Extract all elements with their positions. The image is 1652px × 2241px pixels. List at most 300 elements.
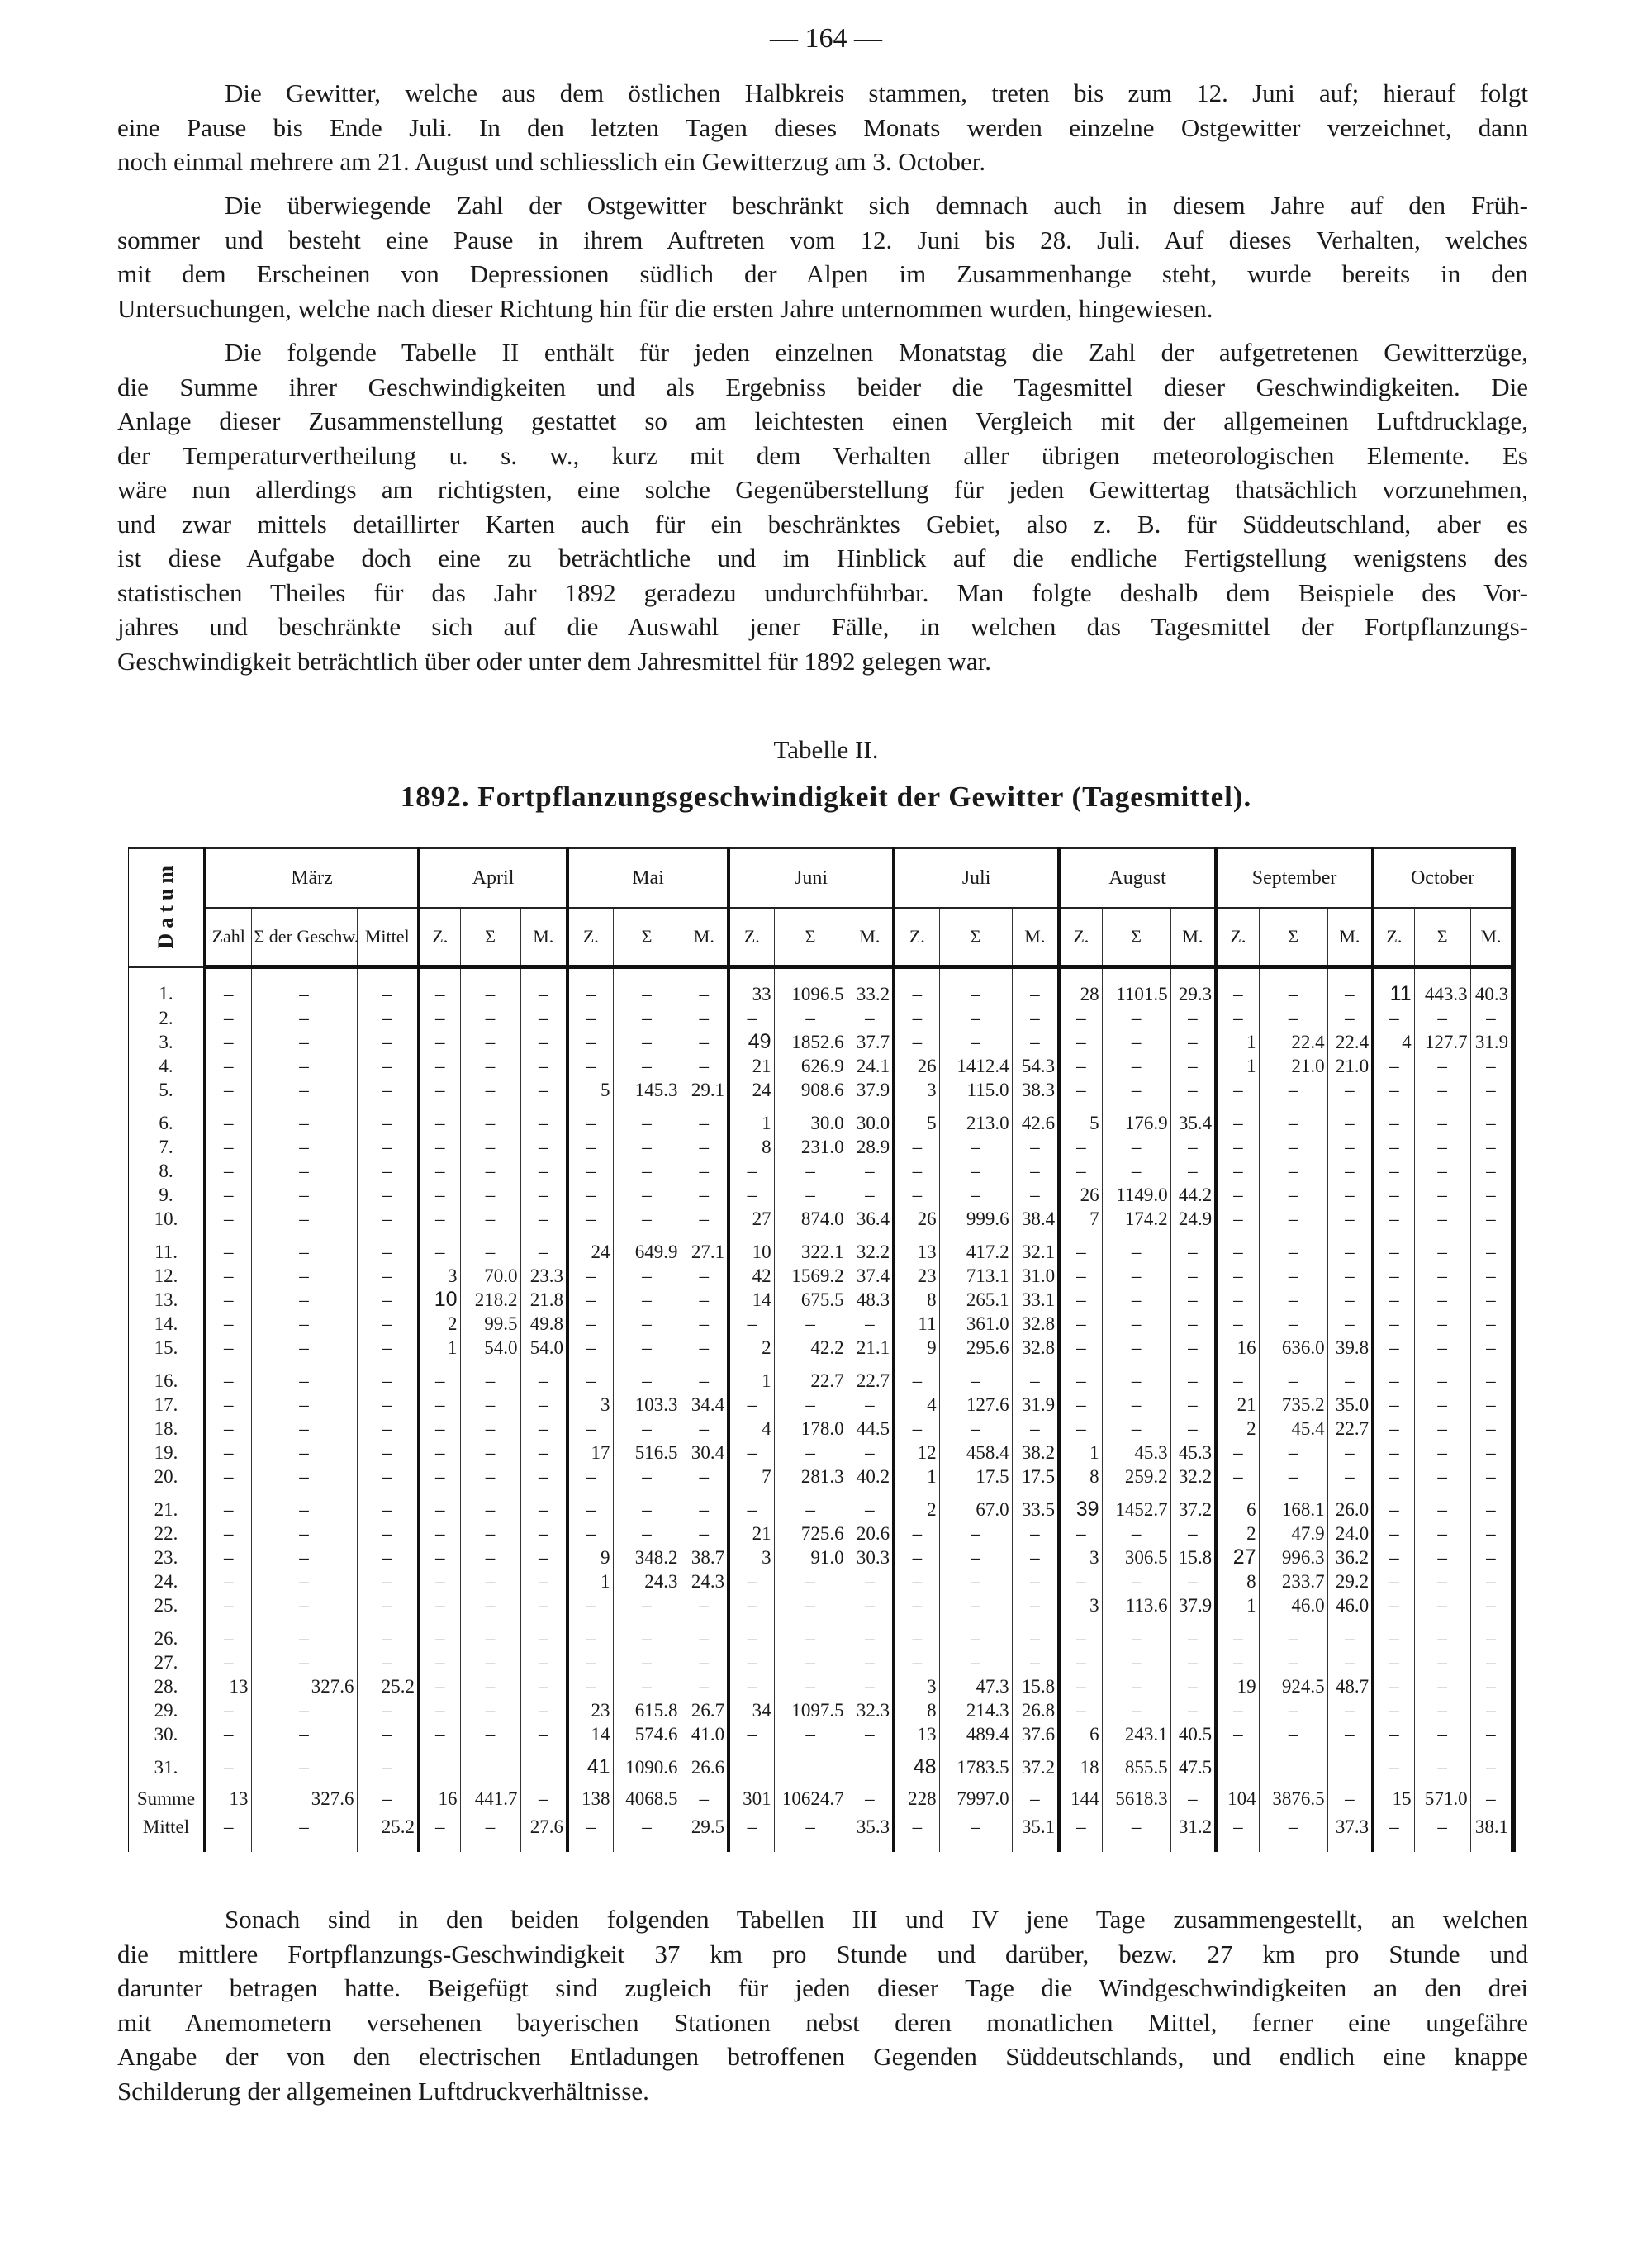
table-cell: 42.6 (1012, 1102, 1059, 1135)
table-cell: – (1059, 1393, 1102, 1417)
table-cell: – (1373, 1722, 1414, 1746)
text-line: Schilderung der allgemeinen Luftdruckverhältnisse. (117, 2076, 649, 2106)
table-cell: – (729, 1441, 774, 1465)
table-cell: – (1327, 1441, 1373, 1465)
table-cell: 27.6 (520, 1812, 567, 1852)
table-cell: 21.1 (847, 1336, 894, 1360)
table-cell: 574.6 (613, 1722, 681, 1746)
table-cell: – (419, 967, 460, 1007)
table-cell: 47.3 (939, 1674, 1012, 1698)
table-cell: – (251, 1488, 357, 1522)
table-cell: 27.1 (681, 1231, 729, 1264)
table-cell: 14 (567, 1722, 613, 1746)
table-cell: 174.2 (1102, 1207, 1170, 1231)
table-cell: – (251, 967, 357, 1007)
table-cell: 42.2 (774, 1336, 847, 1360)
table-cell: 39.8 (1327, 1336, 1373, 1360)
table-cell: – (520, 1722, 567, 1746)
table-cell: – (1414, 1360, 1470, 1393)
table-cell: – (613, 1183, 681, 1207)
subheader: Z. (894, 908, 939, 967)
datum-label: Datum (154, 860, 178, 949)
subheader: M. (1012, 908, 1059, 967)
table-row (127, 1674, 1513, 1698)
table-cell: 34 (729, 1698, 774, 1722)
table-cell: – (681, 1779, 729, 1812)
table-cell: – (1216, 1288, 1259, 1312)
table-cell: – (1373, 1674, 1414, 1698)
table-cell: 441.7 (460, 1779, 520, 1812)
table-cell: – (1102, 1231, 1170, 1264)
table-cell: – (1012, 1593, 1059, 1617)
text-line: darunter betragen hatte. Beigefügt sind zugleich für jeden dieser Tage die Windgeschwindigkeiten an den drei (117, 1973, 1528, 2002)
table-cell: – (847, 1393, 894, 1417)
table-cell: – (1102, 1312, 1170, 1336)
table-cell: – (419, 1488, 460, 1522)
subheader: Σ der Geschw. (251, 908, 357, 967)
table-cell: – (419, 1183, 460, 1207)
table-cell: – (460, 1522, 520, 1545)
table-cell: – (460, 1030, 520, 1054)
row-label: 29. (127, 1698, 205, 1722)
table-cell: – (847, 1674, 894, 1698)
table-cell: – (1327, 1722, 1373, 1746)
row-label: 15. (127, 1336, 205, 1360)
table-cell: – (1414, 1078, 1470, 1102)
table-cell: – (681, 1183, 729, 1207)
table-cell: – (1216, 1465, 1259, 1488)
table-cell: 855.5 (1102, 1746, 1170, 1779)
table-cell: – (1059, 1569, 1102, 1593)
table-cell: – (847, 1569, 894, 1593)
table-row (127, 1030, 1513, 1054)
table-cell: – (1059, 1288, 1102, 1312)
table-cell: – (419, 1650, 460, 1674)
table-cell: 489.4 (939, 1722, 1012, 1746)
table-cell: – (1470, 1231, 1513, 1264)
table-cell: – (205, 1488, 251, 1522)
table-cell: – (419, 1722, 460, 1746)
table-cell: – (729, 1617, 774, 1650)
table-cell: 32.3 (847, 1698, 894, 1722)
table-cell: – (1102, 1393, 1170, 1417)
table-cell: – (1414, 1231, 1470, 1264)
table-cell: 348.2 (613, 1545, 681, 1569)
table-cell: 20.6 (847, 1522, 894, 1545)
table-cell: – (774, 1650, 847, 1674)
table-cell: – (1059, 1030, 1102, 1054)
row-label: 8. (127, 1159, 205, 1183)
table-cell: – (1414, 1746, 1470, 1779)
table-cell: – (1170, 1006, 1216, 1030)
table-cell: – (1414, 1006, 1470, 1030)
table-cell: – (1327, 1465, 1373, 1488)
table-cell: – (1414, 1207, 1470, 1231)
table-cell: – (1414, 1650, 1470, 1674)
table-cell: – (1373, 1054, 1414, 1078)
table-cell: – (681, 967, 729, 1007)
table-cell (1216, 1746, 1259, 1779)
table-row (127, 1722, 1513, 1746)
row-label: 7. (127, 1135, 205, 1159)
table-cell: – (460, 1722, 520, 1746)
row-label: 28. (127, 1674, 205, 1698)
table-cell: 33.2 (847, 967, 894, 1007)
table-cell: – (939, 1135, 1012, 1159)
row-label: 5. (127, 1078, 205, 1102)
table-cell: – (205, 1030, 251, 1054)
table-cell: – (205, 1006, 251, 1030)
table-cell: – (729, 1650, 774, 1674)
table-cell: – (567, 1465, 613, 1488)
table-cell: 37.3 (1327, 1812, 1373, 1852)
table-cell: – (1470, 1183, 1513, 1207)
table-cell: – (460, 1006, 520, 1030)
table-cell: – (251, 1183, 357, 1207)
table-cell: 67.0 (939, 1488, 1012, 1522)
table-cell: – (1012, 1569, 1059, 1593)
table-cell: – (357, 1746, 419, 1779)
table-cell: 2 (894, 1488, 939, 1522)
table-cell: 281.3 (774, 1465, 847, 1488)
month-header: Juni (729, 848, 894, 909)
table-row (127, 1441, 1513, 1465)
table-cell: – (939, 967, 1012, 1007)
table-cell: – (567, 1159, 613, 1183)
row-label: 21. (127, 1488, 205, 1522)
table-cell: 7 (1059, 1207, 1102, 1231)
table-cell: 1 (1059, 1441, 1102, 1465)
table-cell: – (1373, 1288, 1414, 1312)
table-cell: – (681, 1135, 729, 1159)
table-cell: – (357, 1488, 419, 1522)
paragraph-1 (117, 76, 1528, 179)
table-cell: 21.0 (1327, 1054, 1373, 1078)
table-cell: – (357, 1183, 419, 1207)
table-row (127, 1545, 1513, 1569)
table-cell: – (1170, 1417, 1216, 1441)
table-cell: 1452.7 (1102, 1488, 1170, 1522)
table-cell: – (460, 1617, 520, 1650)
paragraph-2 (117, 188, 1528, 325)
table-cell: – (1470, 1393, 1513, 1417)
table-cell: – (1216, 1264, 1259, 1288)
table-cell: 45.4 (1259, 1417, 1327, 1441)
table-cell: – (251, 1102, 357, 1135)
table-cell: – (1414, 1312, 1470, 1336)
table-cell: 22.7 (847, 1360, 894, 1393)
row-label: 31. (127, 1746, 205, 1779)
table-cell: – (681, 1465, 729, 1488)
table-cell: 26 (894, 1054, 939, 1078)
table-cell: – (1102, 1569, 1170, 1593)
subheader: Σ (1414, 908, 1470, 967)
table-cell: 31.2 (1170, 1812, 1216, 1852)
table-cell: – (1373, 1522, 1414, 1545)
table-cell: 5618.3 (1102, 1779, 1170, 1812)
table-cell: – (774, 1183, 847, 1207)
table-cell: – (939, 1183, 1012, 1207)
table-cell: – (894, 1545, 939, 1569)
table-cell: 626.9 (774, 1054, 847, 1078)
table-cell: – (1102, 1522, 1170, 1545)
table-cell: – (681, 1617, 729, 1650)
table-cell: 178.0 (774, 1417, 847, 1441)
table-cell: 27 (1216, 1545, 1259, 1569)
table-cell: – (567, 1417, 613, 1441)
table-cell: – (681, 1674, 729, 1698)
table-cell: – (520, 1135, 567, 1159)
table-cell: – (1012, 1159, 1059, 1183)
table-cell: – (1012, 1417, 1059, 1441)
table-cell: – (1012, 1030, 1059, 1054)
table-row (127, 967, 1513, 1007)
table-cell: – (1327, 1264, 1373, 1288)
table-cell: – (729, 1593, 774, 1617)
table-cell: – (1012, 1650, 1059, 1674)
table-cell: – (613, 1417, 681, 1441)
table-cell: 924.5 (1259, 1674, 1327, 1698)
table-cell: – (847, 1006, 894, 1030)
table-cell: – (251, 1030, 357, 1054)
table-cell: – (1059, 1812, 1102, 1852)
subheader: Z. (567, 908, 613, 967)
table-cell: – (357, 1393, 419, 1417)
table-cell: – (460, 1593, 520, 1617)
table-cell: 636.0 (1259, 1336, 1327, 1360)
table-cell: – (1373, 1231, 1414, 1264)
table-cell: 32.1 (1012, 1231, 1059, 1264)
table-cell: – (520, 1698, 567, 1722)
table-cell: – (419, 1522, 460, 1545)
table-cell: 22.7 (1327, 1417, 1373, 1441)
table-cell: – (894, 1030, 939, 1054)
table-row (127, 1746, 1513, 1779)
row-label: 12. (127, 1264, 205, 1288)
table-cell: 24 (567, 1231, 613, 1264)
table-cell: 13 (894, 1231, 939, 1264)
table-cell: – (567, 1674, 613, 1698)
table-cell: – (357, 1417, 419, 1441)
row-label: 4. (127, 1054, 205, 1078)
table-cell: – (1327, 1698, 1373, 1722)
subheader: Σ (1102, 908, 1170, 967)
table-cell: 45.3 (1170, 1441, 1216, 1465)
table-cell: – (567, 1054, 613, 1078)
table-cell: 32.2 (847, 1231, 894, 1264)
table-cell: 228 (894, 1779, 939, 1812)
table-cell: 21 (1216, 1393, 1259, 1417)
table-cell: – (1170, 1135, 1216, 1159)
table-cell: – (1216, 1006, 1259, 1030)
table-cell: 23 (894, 1264, 939, 1288)
table-cell: – (357, 1722, 419, 1746)
table-cell: – (419, 1030, 460, 1054)
table-cell: – (1470, 1593, 1513, 1617)
table-cell: – (681, 1207, 729, 1231)
table-cell: – (613, 1812, 681, 1852)
table-cell: – (520, 1522, 567, 1545)
table-cell: – (460, 1417, 520, 1441)
table-cell: – (729, 1312, 774, 1336)
table-cell: – (613, 1102, 681, 1135)
table-cell: – (205, 1812, 251, 1852)
table-cell: – (1259, 1102, 1327, 1135)
table-cell: 24.9 (1170, 1207, 1216, 1231)
table-cell: – (1327, 1207, 1373, 1231)
table-cell: – (1414, 1698, 1470, 1722)
table-cell: – (251, 1159, 357, 1183)
table-cell: 24.1 (847, 1054, 894, 1078)
table-cell: – (357, 1054, 419, 1078)
table-cell: – (1170, 1617, 1216, 1650)
table-cell: – (1216, 1722, 1259, 1746)
table-cell: 103.3 (613, 1393, 681, 1417)
table-cell: – (1470, 1159, 1513, 1183)
table-cell: 26.6 (681, 1746, 729, 1779)
table-cell: – (1414, 1288, 1470, 1312)
table-cell: 10624.7 (774, 1779, 847, 1812)
table-cell: 2 (1216, 1522, 1259, 1545)
table-cell: – (1470, 1288, 1513, 1312)
table-cell: – (774, 1312, 847, 1336)
table-cell: 8 (729, 1135, 774, 1159)
table-cell: – (567, 1030, 613, 1054)
subheader: M. (681, 908, 729, 967)
table-cell: – (613, 1674, 681, 1698)
table-cell: – (939, 1812, 1012, 1852)
table-cell: – (1373, 1312, 1414, 1336)
table-cell: – (205, 1393, 251, 1417)
table-cell: 30.4 (681, 1441, 729, 1465)
table-cell: – (1216, 1183, 1259, 1207)
table-cell: 7 (729, 1465, 774, 1488)
table-cell: 113.6 (1102, 1593, 1170, 1617)
table-cell: 37.7 (847, 1030, 894, 1054)
table-cell: – (1170, 1159, 1216, 1183)
table-cell: – (939, 1617, 1012, 1650)
table-cell: – (1414, 1722, 1470, 1746)
table-cell: – (419, 1545, 460, 1569)
table-cell: 24 (729, 1078, 774, 1102)
table-cell: – (613, 1650, 681, 1674)
table-cell: 1 (419, 1336, 460, 1360)
table-row (127, 1135, 1513, 1159)
table-cell: – (460, 1698, 520, 1722)
row-label: 6. (127, 1102, 205, 1135)
table-cell: – (1102, 1264, 1170, 1288)
table-cell: – (1102, 1288, 1170, 1312)
table-cell: – (567, 1006, 613, 1030)
table-cell: 516.5 (613, 1441, 681, 1465)
table-cell: – (681, 1488, 729, 1522)
table-cell: 713.1 (939, 1264, 1012, 1288)
table-cell: – (205, 1135, 251, 1159)
table-cell: 16 (419, 1779, 460, 1812)
table-cell: – (613, 967, 681, 1007)
table-cell: 24.3 (613, 1569, 681, 1593)
table-cell: 13 (205, 1779, 251, 1812)
table-cell: – (520, 967, 567, 1007)
table-cell: – (520, 1465, 567, 1488)
table-cell: – (1059, 1617, 1102, 1650)
table-cell: – (251, 1746, 357, 1779)
table-cell: 34.4 (681, 1393, 729, 1417)
table-cell: – (1170, 1231, 1216, 1264)
table-cell: – (520, 1417, 567, 1441)
table-cell: 3 (567, 1393, 613, 1417)
table-cell: 26.8 (1012, 1698, 1059, 1722)
table-cell: – (1414, 1264, 1470, 1288)
table-cell: – (357, 1360, 419, 1393)
table-cell: – (205, 1746, 251, 1779)
text-line: und zwar mittels detaillirter Karten auch für ein beschränktes Gebiet, also z. B. für Süddeutschland, aber es (117, 509, 1528, 539)
table-cell: 54.3 (1012, 1054, 1059, 1078)
table-cell: 45.3 (1102, 1441, 1170, 1465)
text-line: die mittlere Fortpflanzungs-Geschwindigkeit 37 km pro Stunde und darüber, bezw. 27 km pro Stunde und (117, 1939, 1528, 1968)
table-cell: – (894, 1006, 939, 1030)
text-line: Angabe der von den electrischen Entladungen betroffenen Gegenden Süddeutschlands, und endlich eine knappe (117, 2042, 1528, 2071)
table-cell: – (774, 1593, 847, 1617)
table-cell: – (357, 1102, 419, 1135)
table-cell: 908.6 (774, 1078, 847, 1102)
table-row (127, 1159, 1513, 1183)
table-cell: 6 (1059, 1722, 1102, 1746)
table-cell: – (729, 1488, 774, 1522)
table-cell: 1097.5 (774, 1698, 847, 1722)
row-label: 14. (127, 1312, 205, 1336)
table-cell: 996.3 (1259, 1545, 1327, 1569)
table-row (127, 1360, 1513, 1393)
table-cell: – (681, 1159, 729, 1183)
table-row (127, 1569, 1513, 1593)
table-cell: – (939, 1030, 1012, 1054)
subheader: Z. (419, 908, 460, 967)
table-cell: – (460, 1393, 520, 1417)
table-cell: 24.3 (681, 1569, 729, 1593)
text-line: Sonach sind in den beiden folgenden Tabellen III und IV jene Tage zusammengestellt, an welchen (225, 1905, 1528, 1934)
table-cell: – (567, 967, 613, 1007)
text-line: die Summe ihrer Geschwindigkeiten und als Ergebniss beider die Tagesmittel dieser Geschwindigkeiten. Die (117, 372, 1528, 401)
table-cell: – (613, 1207, 681, 1231)
table-cell: 47.9 (1259, 1522, 1327, 1545)
table-cell: – (1470, 1135, 1513, 1159)
table-cell: 1149.0 (1102, 1183, 1170, 1207)
table-cell: – (939, 1522, 1012, 1545)
table-cell: – (1327, 1312, 1373, 1336)
table-cell: 30.3 (847, 1545, 894, 1569)
table-cell: – (1259, 1159, 1327, 1183)
table-cell: 322.1 (774, 1231, 847, 1264)
table-cell: – (357, 1312, 419, 1336)
table-cell: – (520, 1393, 567, 1417)
table-cell: – (1327, 1135, 1373, 1159)
table-cell: – (251, 1812, 357, 1852)
table-cell: – (1216, 1135, 1259, 1159)
row-label: Mittel (127, 1812, 205, 1852)
table-row (127, 1417, 1513, 1441)
table-cell: – (894, 1135, 939, 1159)
table-cell: – (1059, 1417, 1102, 1441)
table-cell: – (774, 1812, 847, 1852)
table-cell: 1 (729, 1360, 774, 1393)
table-cell: 36.2 (1327, 1545, 1373, 1569)
table-row (127, 1183, 1513, 1207)
table-cell: – (520, 1207, 567, 1231)
table-cell: 13 (894, 1722, 939, 1746)
table-cell: – (774, 1617, 847, 1650)
table-cell: – (613, 1135, 681, 1159)
